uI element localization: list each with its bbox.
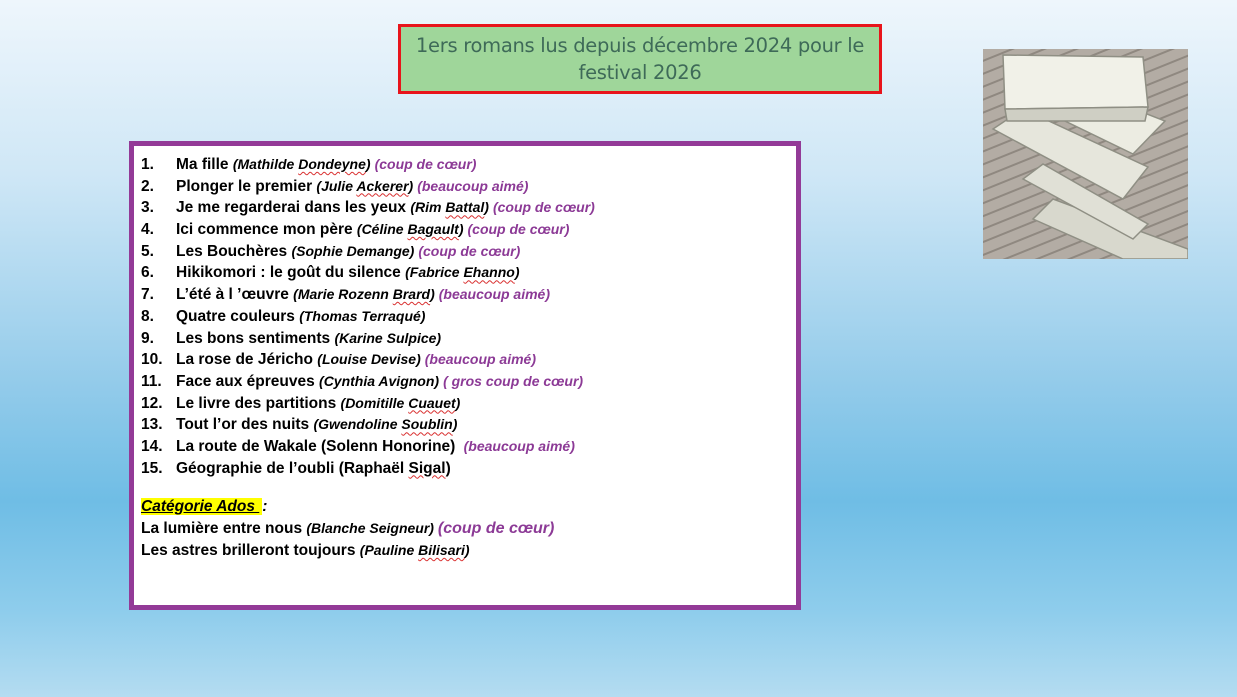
list-item: [141, 371, 595, 393]
page-title-line-1: 1ers romans lus depuis décembre 2024 pour le: [415, 34, 865, 57]
book-title: Ma fille: [176, 156, 233, 173]
item-number: 11.: [141, 372, 162, 390]
book-title: Hikikomori : le goût du silence: [176, 264, 406, 282]
item-number: 14.: [141, 437, 163, 455]
list-item: [141, 539, 554, 561]
list-item: [141, 197, 595, 219]
list-item: [141, 262, 595, 284]
item-number: 4.: [141, 221, 154, 239]
book-list: [141, 154, 595, 479]
book-author: (Julie Ackerer): [316, 177, 414, 194]
list-item: [141, 458, 595, 480]
book-title: Géographie de l’oubli (Raphaël: [176, 459, 409, 477]
item-number: 10.: [141, 351, 163, 369]
book-opinion: (beaucoup aimé): [463, 437, 575, 454]
book-title: La lumière entre nous: [141, 520, 307, 537]
book-author: (Domitille Cuauet): [340, 394, 461, 411]
book-list-panel: [129, 141, 801, 610]
book-title: Le livre des partitions: [176, 394, 341, 412]
item-number: 8.: [141, 307, 154, 325]
book-title: L’été à l ’œuvre: [176, 286, 294, 304]
book-title: Tout l’or des nuits: [176, 416, 314, 434]
book-author: (Rim Battal): [410, 199, 489, 216]
book-author: (Sophie Demange): [291, 242, 415, 259]
book-title: La rose de Jéricho: [176, 351, 318, 369]
item-number: 3.: [141, 199, 154, 217]
book-author: (Gwendoline Soublin): [313, 416, 458, 433]
book-opinion: (beaucoup aimé): [424, 351, 537, 368]
ados-heading-label: Catégorie Ados: [141, 498, 262, 515]
list-item: [141, 414, 595, 436]
list-item: [141, 436, 595, 458]
book-title: Les Bouchères: [176, 242, 292, 260]
book-author: (Mathilde Dondeyne): [232, 156, 371, 172]
book-title: Les bons sentiments: [176, 329, 335, 347]
book-opinion: (coup de cœur): [467, 221, 570, 238]
book-author: (Louise Devise): [317, 351, 421, 368]
book-title: Ici commence mon père: [176, 221, 357, 239]
book-title: Quatre couleurs: [176, 307, 300, 325]
list-item: [141, 328, 595, 350]
book-author: (Céline Bagault): [356, 221, 464, 238]
book-opinion: (coup de cœur): [437, 520, 555, 537]
item-number: 1.: [141, 156, 154, 173]
stacked-wooden-planks-photo: [983, 49, 1188, 259]
list-item: [141, 517, 554, 539]
item-number: 12.: [141, 394, 163, 412]
item-number: 7.: [141, 286, 154, 304]
book-opinion: (coup de cœur): [374, 156, 477, 172]
book-author-close: ): [445, 459, 451, 477]
book-title: La route de Wakale (Solenn Honorine): [176, 437, 460, 455]
list-item: [141, 349, 595, 371]
item-number: 2.: [141, 177, 154, 195]
book-author: (Fabrice Ehanno): [405, 264, 520, 281]
list-item: [141, 176, 595, 198]
book-title: Plonger le premier: [176, 177, 317, 195]
item-number: 9.: [141, 329, 154, 347]
book-title: Je me regarderai dans les yeux: [176, 199, 411, 217]
book-opinion: (coup de cœur): [492, 199, 595, 216]
ados-section: [141, 496, 554, 561]
book-author: (Pauline Bilisari): [359, 542, 470, 558]
book-opinion: (coup de cœur): [418, 242, 521, 259]
list-item: [141, 284, 595, 306]
book-opinion: (beaucoup aimé): [417, 177, 529, 194]
page-title-line-2: festival 2026: [578, 61, 702, 84]
list-item: [141, 241, 595, 263]
ados-heading-colon: :: [262, 498, 268, 515]
book-opinion: ( gros coup de cœur): [443, 372, 584, 389]
book-opinion: (beaucoup aimé): [438, 286, 551, 303]
item-number: 6.: [141, 264, 154, 282]
book-author: (Marie Rozenn Brard): [293, 286, 435, 303]
book-author-surname: Sigal: [408, 459, 446, 477]
book-title: Face aux épreuves: [176, 372, 320, 390]
item-number: 13.: [141, 416, 163, 434]
list-item: [141, 154, 595, 176]
planks-illustration-icon: [983, 49, 1188, 259]
book-author: (Cynthia Avignon): [319, 372, 440, 389]
book-author: (Karine Sulpice): [334, 329, 442, 346]
page-title: [398, 24, 882, 94]
item-number: 15.: [141, 459, 163, 477]
list-item: [141, 219, 595, 241]
list-item: [141, 306, 595, 328]
item-number: 5.: [141, 242, 154, 260]
book-author: (Blanche Seigneur): [306, 520, 438, 536]
ados-heading: [141, 496, 554, 517]
list-item: [141, 393, 595, 415]
book-title: Les astres brilleront toujours: [141, 542, 360, 559]
book-author: (Thomas Terraqué): [299, 307, 426, 324]
